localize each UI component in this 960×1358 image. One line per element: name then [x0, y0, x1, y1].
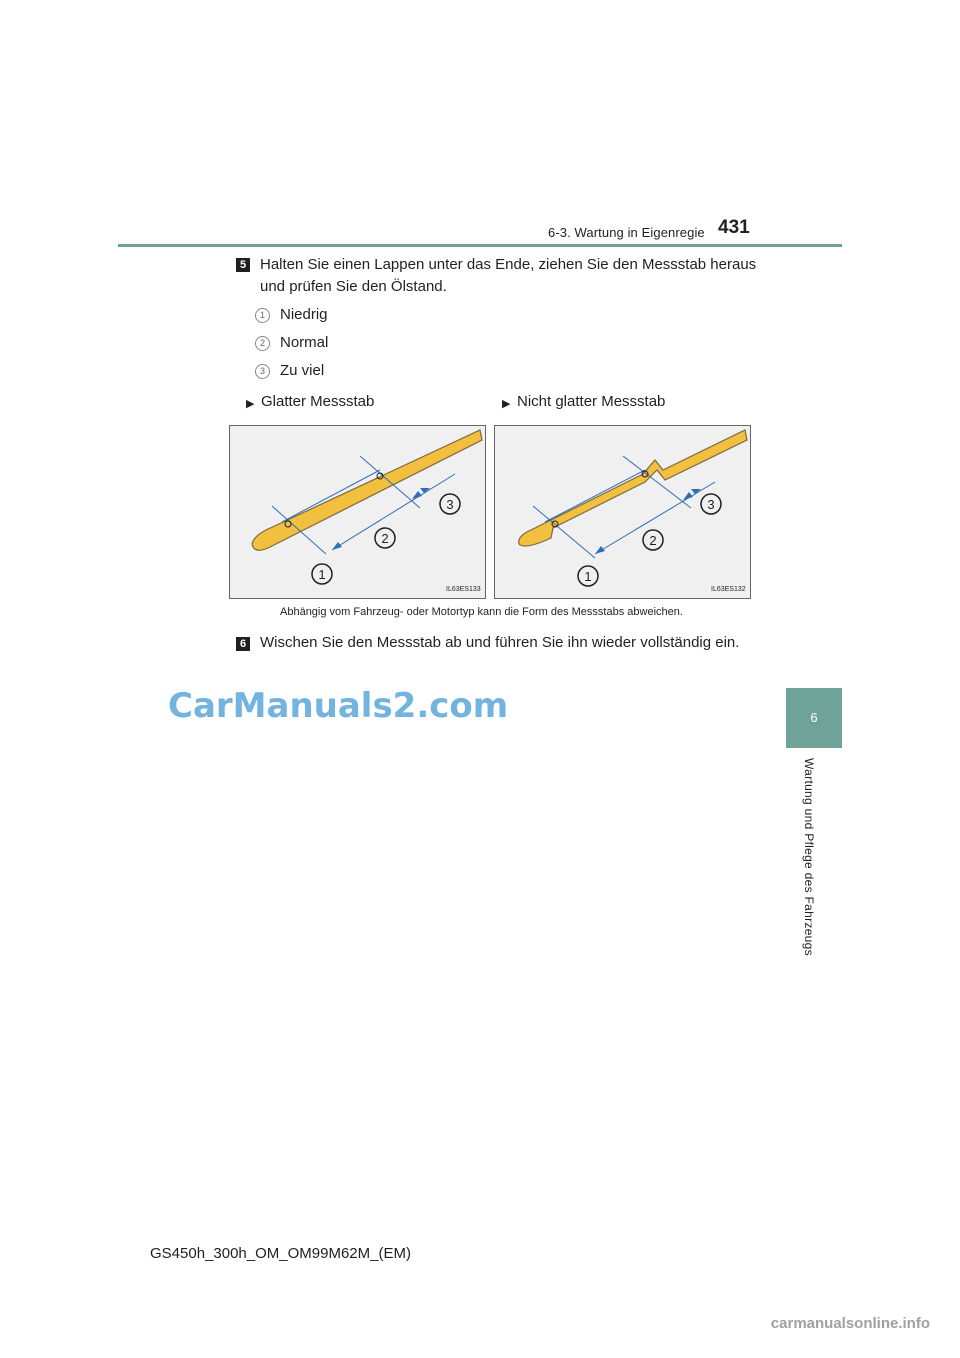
figure-code: IL63ES133 [446, 586, 481, 593]
triangle-bullet-icon: ▶ [502, 398, 511, 410]
marker-label-3: 3 [446, 497, 454, 512]
figure-non-smooth-dipstick [494, 425, 751, 599]
marker-label-1: 1 [318, 567, 326, 582]
dipstick-shape [252, 430, 482, 550]
item-number-1: 1 [255, 308, 270, 323]
item-label-niedrig: Niedrig [280, 306, 328, 323]
step-6-text: Wischen Sie den Messstab ab und führen Sie ihn wieder vollständig ein. [260, 634, 740, 651]
marker-label-1: 1 [584, 569, 592, 584]
watermark-logo: CarManuals2.com [168, 686, 509, 726]
figure-code: IL63ES132 [711, 586, 746, 593]
figure-left-title: Glatter Messstab [261, 393, 375, 410]
step-6-badge: 6 [236, 637, 250, 651]
chapter-tab: 6 [786, 688, 842, 748]
step-5-text-line2: und prüfen Sie den Ölstand. [260, 278, 447, 295]
page-number: 431 [718, 217, 750, 238]
step-5-text-line1: Halten Sie einen Lappen unter das Ende, ziehen Sie den Messstab heraus [260, 256, 757, 273]
figure-smooth-dipstick [229, 425, 486, 599]
corner-watermark: carmanualsonline.info [770, 1315, 930, 1332]
chapter-label: Wartung und Pflege des Fahrzeugs [802, 758, 816, 956]
header-rule [118, 244, 842, 247]
marker-label-2: 2 [381, 531, 389, 546]
item-label-zu-viel: Zu viel [280, 362, 325, 379]
footer-model-code: GS450h_300h_OM_OM99M62M_(EM) [150, 1245, 411, 1262]
item-label-normal: Normal [280, 334, 329, 351]
figure-caption: Abhängig vom Fahrzeug- oder Motortyp kann die Form des Messstabs abweichen. [280, 606, 683, 618]
item-number-2: 2 [255, 336, 270, 351]
marker-label-3: 3 [707, 497, 715, 512]
triangle-bullet-icon: ▶ [246, 398, 255, 410]
dipstick-shape [519, 430, 747, 546]
item-number-3: 3 [255, 364, 270, 379]
marker-label-2: 2 [649, 533, 657, 548]
section-title: 6-3. Wartung in Eigenregie [548, 225, 705, 240]
figure-right-title: Nicht glatter Messstab [517, 393, 666, 410]
step-5-badge: 5 [236, 258, 250, 272]
